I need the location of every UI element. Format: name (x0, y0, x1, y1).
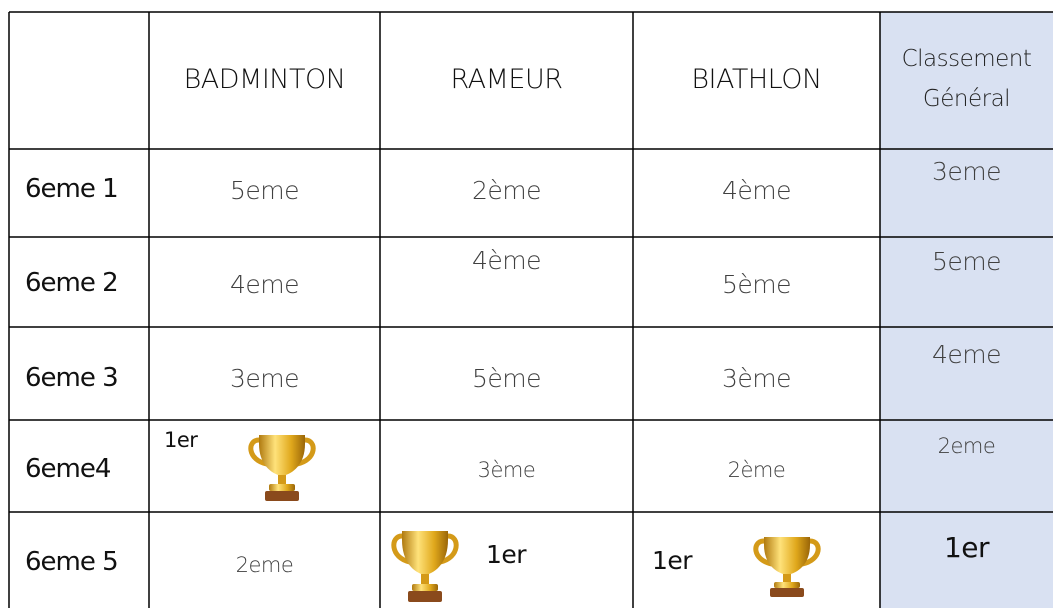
header-rameur: RAMEUR (450, 64, 563, 95)
row-label: 6eme 1 (25, 174, 118, 204)
cell-badminton: 2eme (235, 553, 294, 577)
header-badminton: BADMINTON (183, 64, 346, 95)
header-biathlon: BIATHLON (691, 64, 822, 95)
header-general-line2: Général (922, 86, 1011, 112)
cell-general: 1er (943, 531, 990, 564)
cell-rameur: 5ème (471, 364, 542, 393)
cell-rameur: 3ème (477, 458, 536, 482)
cell-general: 4eme (931, 340, 1002, 369)
cell-rameur: 2ème (471, 176, 542, 205)
cell-biathlon: 3ème (721, 364, 792, 393)
trophy-icon (750, 534, 824, 600)
trophy-icon (388, 528, 462, 606)
cell-general: 2eme (937, 434, 996, 458)
row-label: 6eme 3 (25, 363, 118, 393)
row-label: 6eme 5 (25, 547, 118, 577)
cell-general: 3eme (931, 157, 1002, 186)
cell-biathlon: 2ème (727, 458, 786, 482)
row-label: 6eme 2 (25, 268, 118, 298)
header-general-line1: Classement (901, 46, 1032, 72)
cell-biathlon: 5ème (721, 270, 792, 299)
cell-rameur: 1er (486, 540, 527, 569)
cell-badminton: 5eme (229, 176, 300, 205)
cell-biathlon: 1er (652, 546, 693, 575)
trophy-icon (245, 432, 319, 504)
cell-rameur: 4ème (471, 246, 542, 275)
cell-badminton: 3eme (229, 364, 300, 393)
cell-badminton: 4eme (229, 270, 300, 299)
cell-general: 5eme (931, 247, 1002, 276)
cell-badminton: 1er (164, 428, 198, 452)
cell-biathlon: 4ème (721, 176, 792, 205)
row-label: 6eme4 (25, 454, 111, 484)
